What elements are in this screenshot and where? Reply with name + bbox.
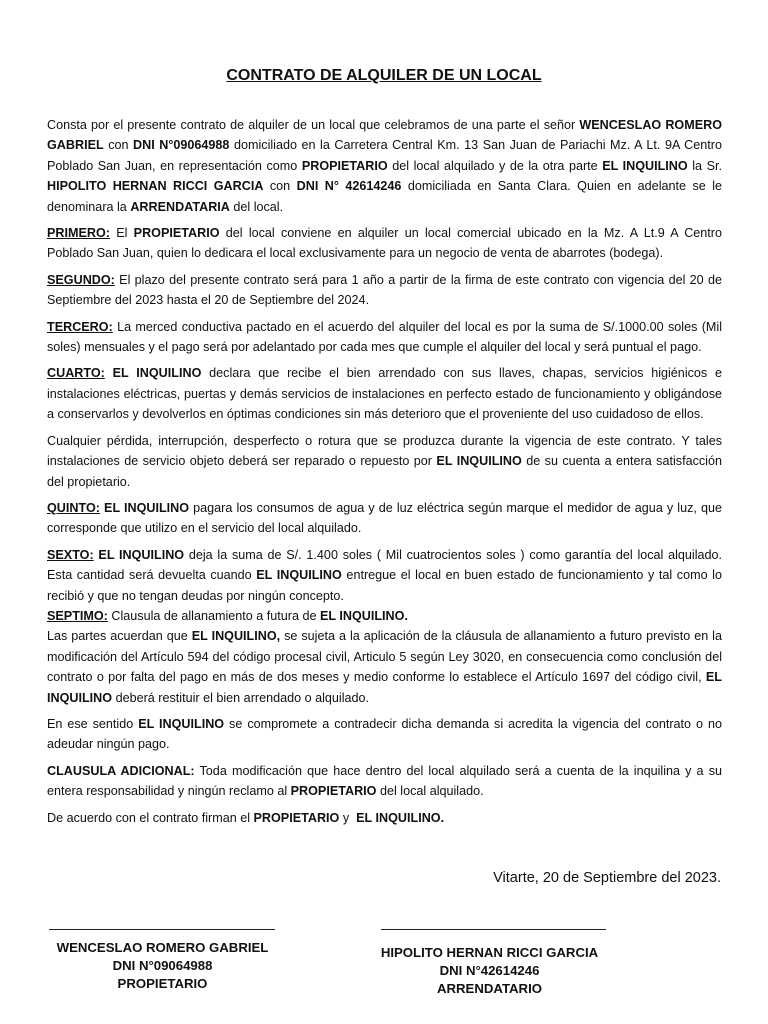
paragraph-cualquier: Cualquier pérdida, interrupción, desperfecto o rotura que se produzca durante la vigencia de este contrato. Y tales instalaciones de servicio objeto deberá ser reparado o repuesto por EL INQUILINO de su cuenta a entera satisfacción del propietario.	[47, 433, 722, 489]
clause-label: QUINTO:	[47, 500, 100, 515]
clause-quinto: QUINTO: EL INQUILINO pagara los consumos de agua y de luz eléctrica según marque el medidor de agua y luz, que corresponde que utilizo en el servicio del local alquilado.	[47, 500, 722, 536]
signature-line-left	[49, 929, 275, 930]
paragraph-sentido: En ese sentido EL INQUILINO se compromete a contradecir dicha demanda si acredita la vigencia del contrato o no adeudar ningún pago.	[47, 716, 722, 752]
signatory-role: ARRENDATARIO	[436, 981, 542, 996]
signatory-dni: DNI N°42614246	[439, 963, 540, 978]
place-date: Vitarte, 20 de Septiembre del 2023.	[493, 870, 721, 886]
intro-paragraph: Consta por el presente contrato de alquiler de un local que celebramos de una parte el señor WENCESLAO ROMERO GABRIEL con DNI N°09064988 domiciliado en la Carretera Central Km. 13 San Juan de Pariachi Mz. A Lt. 9A Centro Poblado San Juan, en representación como PROPIETARIO del local alquilado y de la otra parte EL INQUILINO la Sr. HIPOLITO HERNAN RICCI GARCIA con DNI N° 42614246 domiciliada en Santa Clara. Quien en adelante se le denominara la ARRENDATARIA del local.	[47, 118, 723, 214]
signature-block-owner	[40, 939, 285, 993]
clause-label: TERCERO:	[47, 319, 113, 334]
signatory-name: WENCESLAO ROMERO GABRIEL	[56, 940, 269, 955]
paragraph-firman: De acuerdo con el contrato firman el PROPIETARIO y EL INQUILINO.	[47, 810, 445, 825]
clause-label: CLAUSULA ADICIONAL:	[47, 763, 195, 778]
signatory-role: PROPIETARIO	[117, 976, 208, 991]
clause-label: SEXTO:	[47, 547, 94, 562]
clause-sexto: SEXTO: EL INQUILINO deja la suma de S/. 1.400 soles ( Mil cuatrocientos soles ) como garantía del local alquilado. Esta cantidad será devuelta cuando EL INQUILINO entregue el local en buen estado de funcionamiento y tal como lo recibió y que no tengan deudas por ningún concepto.	[47, 547, 723, 603]
clause-primero: PRIMERO: El PROPIETARIO del local conviene en alquiler un local comercial ubicado en la Mz. A Lt.9 A Centro Poblado San Juan, quien lo dedicara el local exclusivamente para un negocio de venta de abarrotes (bodega).	[47, 226, 723, 261]
signatory-name: HIPOLITO HERNAN RICCI GARCIA	[380, 945, 599, 960]
clause-label: SEGUNDO:	[47, 272, 115, 287]
contract-body	[47, 115, 722, 834]
document-title: CONTRATO DE ALQUILER DE UN LOCAL	[226, 67, 542, 84]
clause-tercero: TERCERO: La merced conductiva pactado en el acuerdo del alquiler del local es por la suma de S/.1000.00 soles (Mil soles) mensuales y el pago será por adelantado por cada mes que cumple el alquiler del local y será puntual el pago.	[47, 319, 722, 355]
signatory-dni: DNI N°09064988	[112, 958, 213, 973]
clause-adicional: CLAUSULA ADICIONAL: Toda modificación que hace dentro del local alquilado será a cuenta de la inquilina y a su entera responsabilidad y ningún reclamo al PROPIETARIO del local alquilado.	[47, 763, 722, 799]
clause-septimo: SEPTIMO: Clausula de allanamiento a futura de EL INQUILINO.	[47, 608, 408, 623]
clause-label: PRIMERO:	[47, 226, 110, 241]
clause-label: CUARTO:	[47, 366, 105, 381]
paragraph-partes: Las partes acuerdan que EL INQUILINO, se sujeta a la aplicación de la cláusula de allanamiento a futuro previsto en la modificación del Artículo 594 del código procesal civil, Articulo 5 según Ley 3020, en consecuencia como conclusión del contrato o por falta del pago en más de dos meses y medio conforme lo establece el Artículo 1697 del código civil, EL INQUILINO deberá restituir el bien arrendado o alquilado.	[47, 629, 722, 705]
clause-cuarto: CUARTO: EL INQUILINO declara que recibe el bien arrendado con sus llaves, chapas, servicios higiénicos e instalaciones eléctricas, puertas y demás servicios de instalaciones en perfecto estado de funcionamiento y obligándose a conservarlos y devolverlos en óptimas condiciones sin más deterioro que el proveniente del uso cuidadoso de ellos.	[47, 366, 723, 422]
signature-line-right	[381, 929, 606, 930]
clause-label: SEPTIMO:	[47, 608, 108, 623]
signature-block-tenant	[362, 944, 617, 998]
clause-segundo: SEGUNDO: El plazo del presente contrato será para 1 año a partir de la firma de este contrato con vigencia del 20 de Septiembre del 2023 hasta el 20 de Septiembre del 2024.	[47, 272, 722, 308]
